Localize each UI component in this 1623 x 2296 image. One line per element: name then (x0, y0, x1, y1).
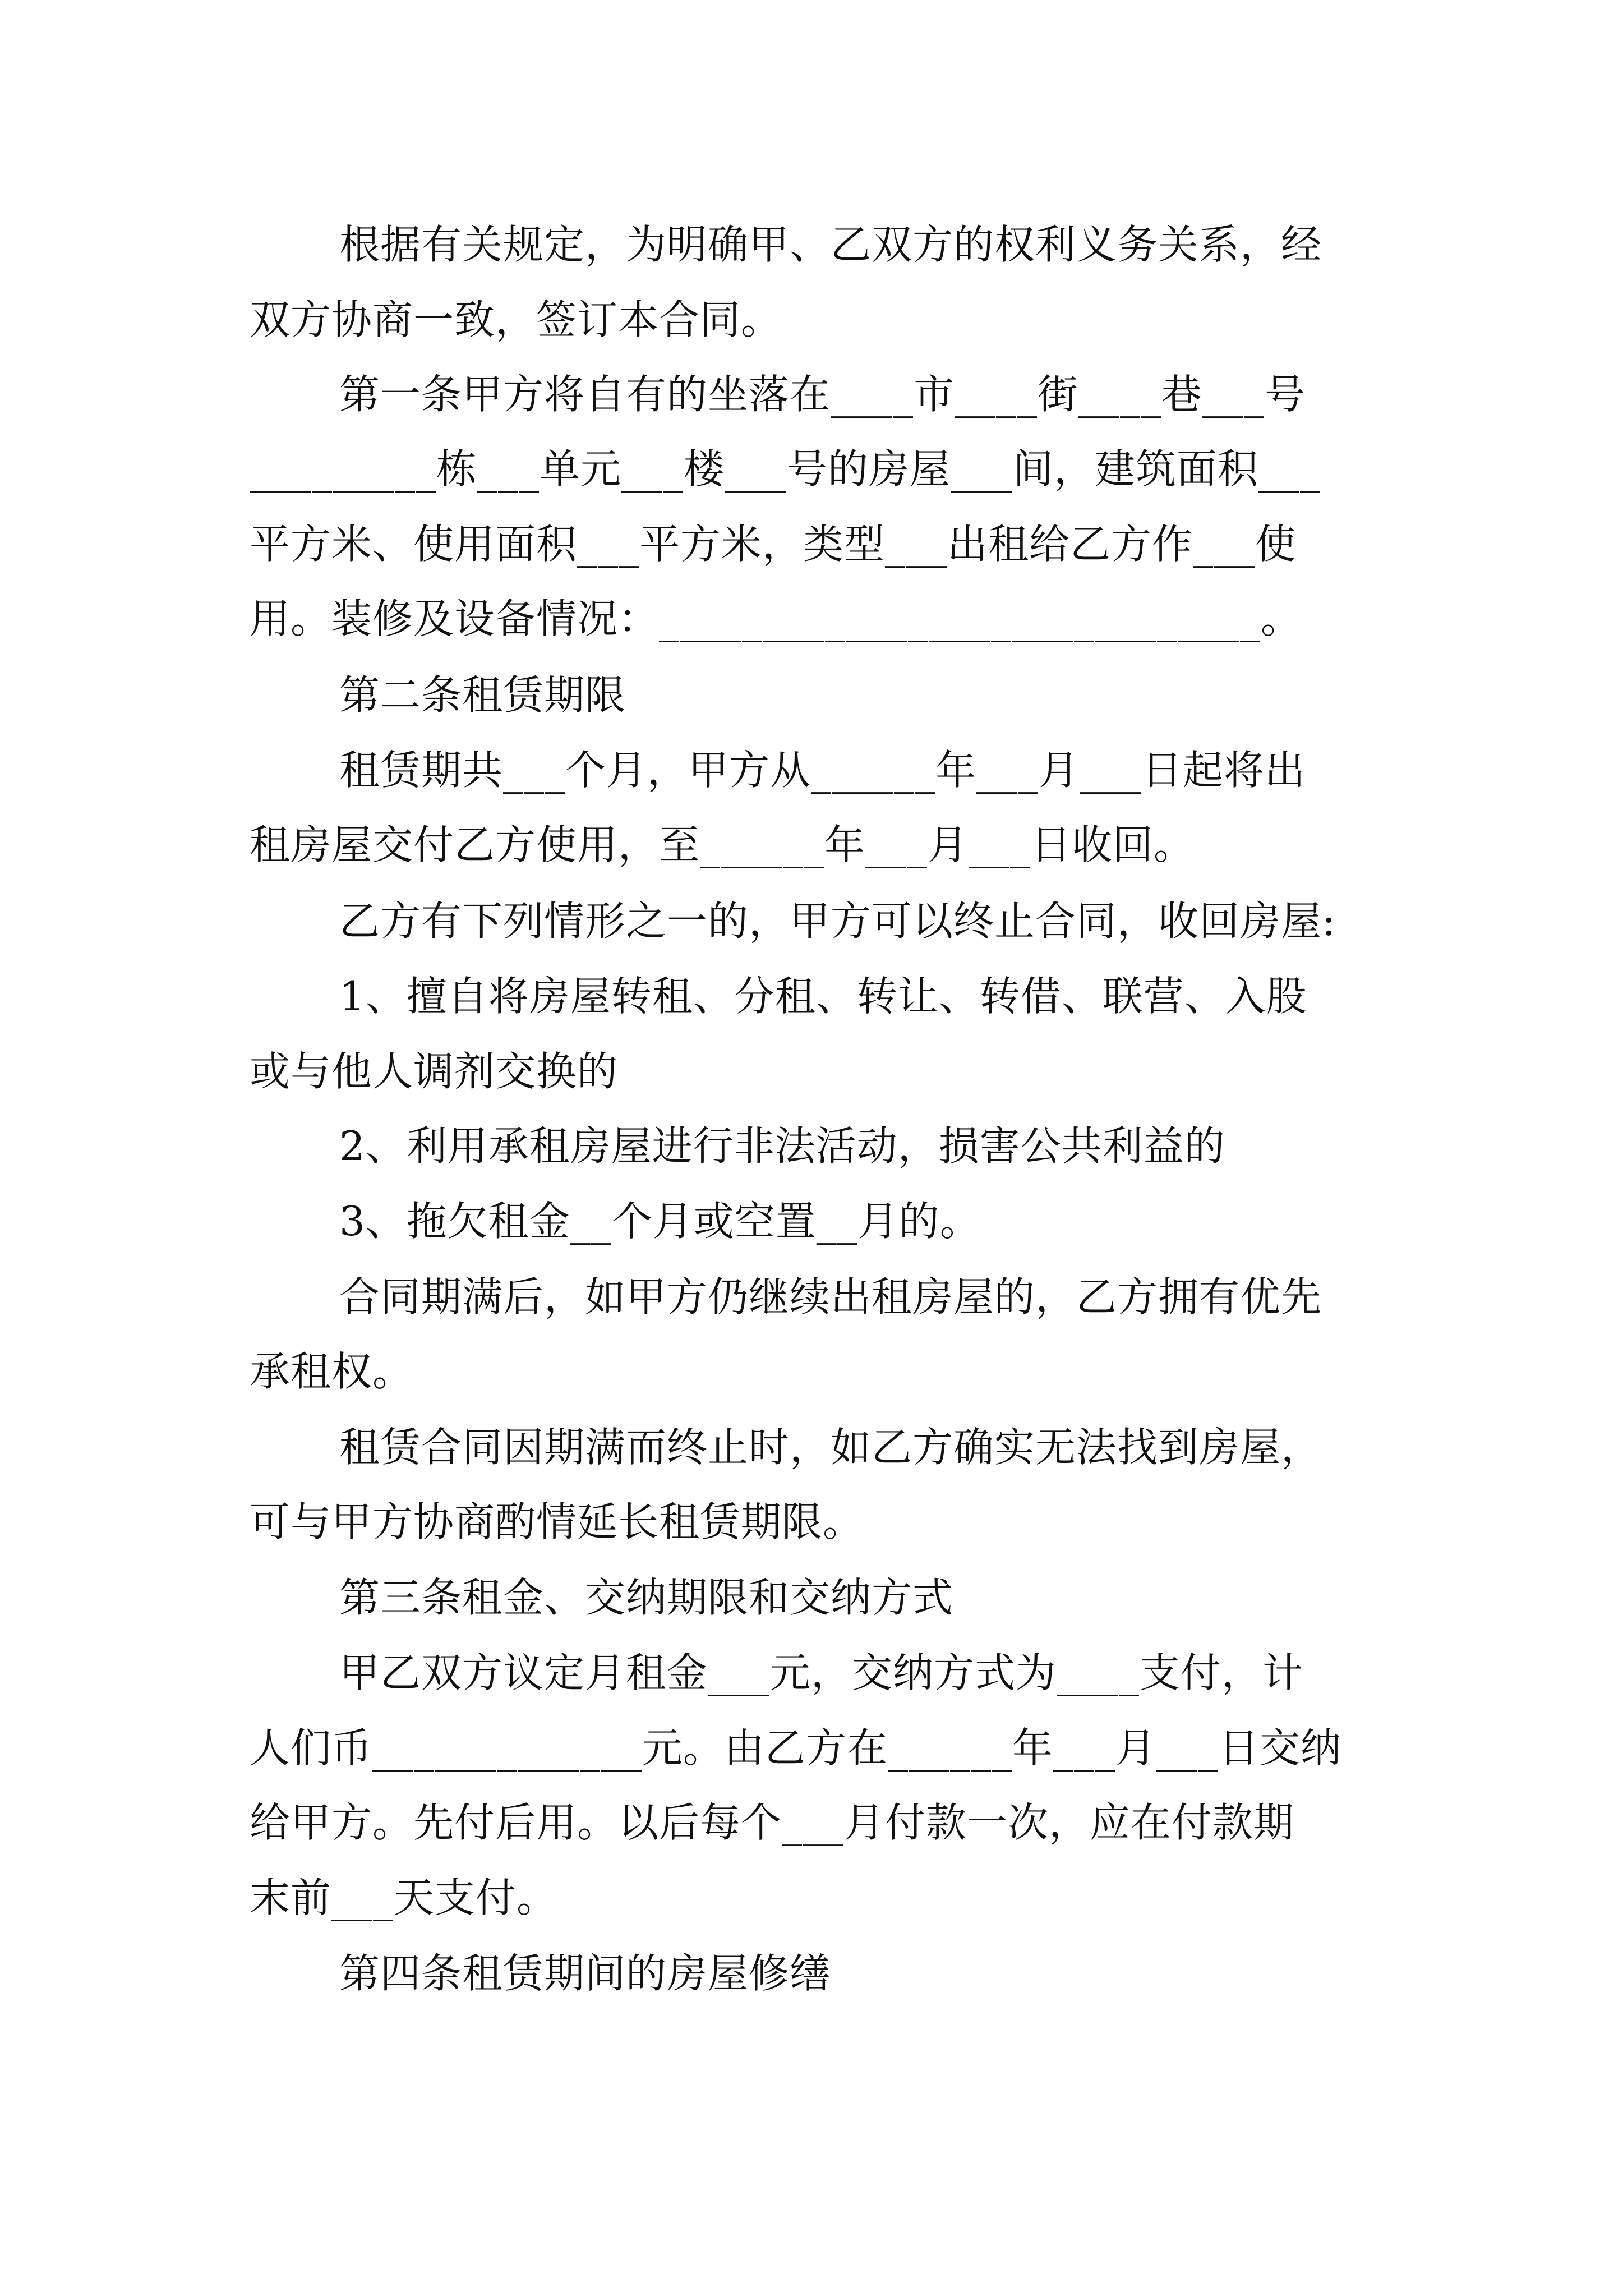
termination-item-3: 3、拖欠租金__个月或空置__月的。 (339, 1198, 981, 1245)
rent-line-2: 人们币_____________元。由乙方在______年___月___日交纳 (250, 1724, 1342, 1772)
rent-line-3: 给甲方。先付后用。以后每个___月付款一次，应在付款期 (250, 1799, 1295, 1846)
clause-3-heading: 第三条租金、交纳期限和交纳方式 (339, 1574, 954, 1621)
clause-1-line-2: _________栋___单元___楼___号的房屋___间，建筑面积___ (250, 445, 1321, 493)
renewal-line-2: 承租权。 (250, 1348, 414, 1395)
extension-line-1: 租赁合同因期满而终止时，如乙方确实无法找到房屋， (339, 1424, 1322, 1471)
paragraph-line-2: 双方协商一致，签订本合同。 (250, 296, 782, 343)
termination-item-2: 2、利用承租房屋进行非法活动，损害公共利益的 (339, 1122, 1225, 1170)
rent-line-4: 末前___天支付。 (250, 1874, 558, 1921)
extension-line-2: 可与甲方协商酌情延长租赁期限。 (250, 1498, 864, 1545)
renewal-line-1: 合同期满后，如甲方仍继续出租房屋的，乙方拥有优先 (339, 1273, 1322, 1320)
clause-2-heading: 第二条租赁期限 (339, 671, 626, 719)
lease-term-line-1: 租赁期共___个月，甲方从______年___月___日起将出 (339, 747, 1306, 794)
rent-line-1: 甲乙双方议定月租金___元，交纳方式为____支付，计 (339, 1649, 1304, 1696)
clause-1-line-4: 用。装修及设备情况：_____________________________。 (250, 595, 1302, 642)
clause-1-line-1: 第一条甲方将自有的坐落在____市____街____巷___号 (339, 371, 1306, 418)
termination-item-1-line-2: 或与他人调剂交换的 (250, 1048, 619, 1095)
paragraph-line-1: 根据有关规定，为明确甲、乙双方的权利义务关系，经 (339, 221, 1322, 268)
termination-intro: 乙方有下列情形之一的，甲方可以终止合同，收回房屋: (339, 898, 1336, 945)
clause-1-line-3: 平方米、使用面积___平方米，类型___出租给乙方作___使 (250, 521, 1297, 568)
termination-item-1-line-1: 1、擅自将房屋转租、分租、转让、转借、联营、入股 (339, 973, 1307, 1020)
lease-term-line-2: 租房屋交付乙方使用，至______年___月___日收回。 (250, 821, 1195, 868)
clause-4-heading: 第四条租赁期间的房屋修缮 (339, 1950, 831, 1997)
